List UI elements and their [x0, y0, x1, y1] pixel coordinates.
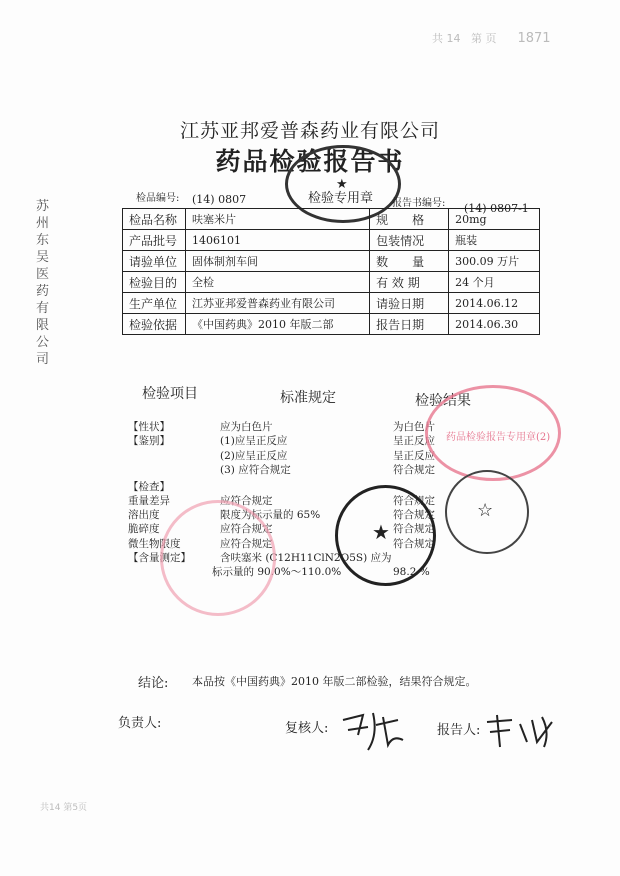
cell-l2: 规 格	[370, 209, 449, 230]
cell-v1: 呋塞米片	[186, 209, 370, 230]
top-ref-number: 1871	[517, 31, 551, 46]
company-name: 江苏亚邦爱普森药业有限公司	[179, 120, 440, 142]
black-stamp-right	[445, 470, 529, 554]
result-standard: 标示量的 90.0%～110.0%	[212, 566, 342, 578]
cell-l1: 生产单位	[123, 293, 186, 314]
sample-no: (14) 0807	[192, 193, 247, 206]
result-item: 【检查】	[128, 481, 170, 493]
cell-l1: 检品名称	[123, 209, 186, 230]
stamp-text: 检验专用章	[308, 191, 374, 206]
result-item: 溶出度	[128, 509, 160, 521]
result-result: 呈正反应	[393, 435, 435, 447]
cell-l2: 请验日期	[370, 293, 449, 314]
cell-v1: 固体制剂车间	[186, 251, 370, 272]
cell-v1: 1406101	[186, 230, 370, 251]
table-row	[123, 314, 540, 335]
result-item: 【性状】	[128, 421, 170, 433]
cell-v2: 300.09 万片	[449, 251, 540, 272]
result-result: 符合规定	[393, 464, 435, 476]
cell-v2: 2014.06.30	[449, 314, 540, 335]
cell-l2: 有 效 期	[370, 272, 449, 293]
result-item: 重量差异	[128, 495, 170, 507]
cell-l1: 检验目的	[123, 272, 186, 293]
result-item: 脆碎度	[128, 523, 160, 535]
star-icon: ★	[372, 520, 390, 544]
result-standard: 应符合规定	[220, 495, 273, 507]
star-icon: ☆	[477, 500, 494, 521]
table-row	[123, 272, 540, 293]
result-standard: (1)应呈正反应	[220, 435, 288, 447]
result-result: 符合规定	[393, 523, 435, 535]
conclusion-label: 结论:	[138, 676, 169, 691]
result-result: 呈正反应	[393, 450, 435, 462]
cell-v2: 2014.06.12	[449, 293, 540, 314]
result-standard: 应为白色片	[220, 421, 273, 433]
cell-l1: 请验单位	[123, 251, 186, 272]
result-standard: 限度为标示量的 65%	[220, 509, 321, 521]
result-result: 符合规定	[393, 538, 435, 550]
page-title: 药品检验报告书	[215, 147, 405, 176]
page-footer: 共14 第5页	[40, 803, 88, 813]
result-standard: 含呋塞米 (C12H11ClN2O5S) 应为	[220, 552, 392, 564]
result-result: 为白色片	[393, 421, 435, 433]
result-standard: 应符合规定	[220, 538, 273, 550]
reviewer-label: 复核人:	[285, 721, 329, 736]
header-result: 检验结果	[415, 393, 471, 409]
top-ref-page: 第 页	[471, 32, 497, 45]
table-row	[123, 230, 540, 251]
top-ref	[432, 30, 551, 46]
result-standard: 应符合规定	[220, 523, 273, 535]
star-icon: ★	[336, 177, 348, 192]
report-no-label: 报告书编号:	[392, 198, 446, 209]
header-item: 检验项目	[142, 386, 198, 402]
result-item: 【鉴别】	[128, 435, 170, 447]
table-row	[123, 209, 540, 230]
sample-no-label: 检品编号:	[136, 193, 180, 204]
cell-v2: 24 个月	[449, 272, 540, 293]
cell-v1: 江苏亚邦爱普森药业有限公司	[186, 293, 370, 314]
table-row	[123, 293, 540, 314]
reporter-signature	[482, 712, 557, 752]
red-stamp-left	[160, 500, 276, 616]
result-item: 微生物限度	[128, 538, 181, 550]
reviewer-signature	[338, 705, 408, 755]
responsible-label: 负责人:	[118, 716, 162, 731]
result-standard: (2)应呈正反应	[220, 450, 288, 462]
sample-info-table	[122, 208, 540, 335]
stamp-right-text: 药品检验报告专用章(2)	[446, 432, 551, 443]
result-item: 【含量测定】	[128, 552, 191, 564]
top-ref-count: 共 14	[432, 32, 461, 45]
result-result: 符合规定	[393, 495, 435, 507]
cell-l2: 报告日期	[370, 314, 449, 335]
cell-v1: 《中国药典》2010 年版二部	[186, 314, 370, 335]
cell-l2: 数 量	[370, 251, 449, 272]
result-result: 符合规定	[393, 509, 435, 521]
cell-l2: 包装情况	[370, 230, 449, 251]
cell-v1: 全检	[186, 272, 370, 293]
black-stamp-center	[335, 485, 436, 586]
cell-l1: 检验依据	[123, 314, 186, 335]
reporter-label: 报告人:	[437, 723, 481, 738]
report-no: (14) 0807-1	[464, 202, 529, 215]
conclusion-text: 本品按《中国药典》2010 年版二部检验，结果符合规定。	[192, 675, 477, 688]
side-company-text: 苏州东吴医药有限公司	[36, 199, 50, 367]
red-stamp-right	[425, 385, 561, 481]
header-standard: 标准规定	[280, 390, 336, 406]
cell-l1: 产品批号	[123, 230, 186, 251]
cell-v2: 20mg	[449, 209, 540, 230]
table-row	[123, 251, 540, 272]
result-result: 98.2 %	[393, 566, 430, 578]
result-standard: (3) 应符合规定	[220, 464, 291, 476]
cell-v2: 瓶装	[449, 230, 540, 251]
